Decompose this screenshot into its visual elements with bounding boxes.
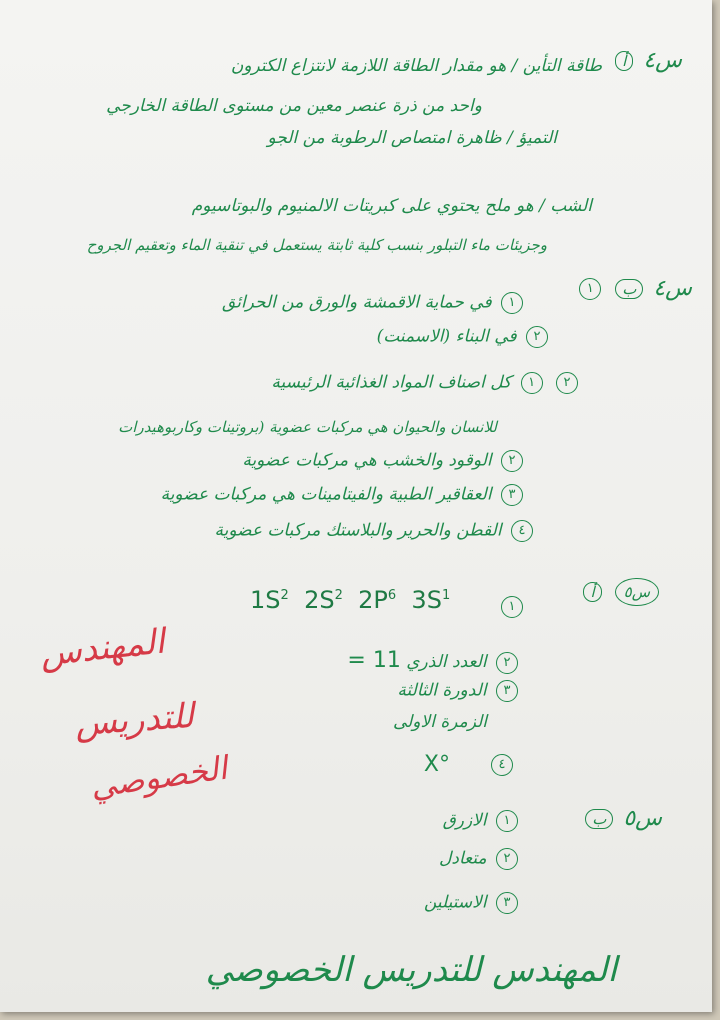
- question-label: [582, 806, 662, 831]
- answer-line: وجزيئات ماء التبلور بنسب كلية ثابتة يستعمل في تنقية الماء وتعقيم الجروح: [86, 236, 547, 254]
- orbital-term: $2P^6$: [358, 586, 397, 614]
- item-number: ٢: [496, 848, 518, 870]
- item-number: ٢: [556, 372, 578, 394]
- watermark-line: للتدريس: [73, 695, 196, 745]
- answer-line: التميؤ / ظاهرة امتصاص الرطوبة من الجو: [267, 128, 557, 148]
- answer-line: [377, 326, 552, 348]
- question-label: [580, 578, 662, 606]
- answer-text: العدد الذري: [406, 652, 487, 672]
- answer-line: [161, 484, 527, 506]
- question-part: أ: [615, 51, 633, 71]
- item-number-wrap: [497, 596, 527, 618]
- item-number: ٣: [496, 892, 518, 914]
- question-label: [612, 48, 682, 73]
- question-part: ب: [615, 279, 643, 299]
- item-number: ١: [501, 292, 523, 314]
- item-number: ٣: [501, 484, 523, 506]
- answer-text: متعادل: [439, 848, 487, 869]
- item-number: ٤: [491, 754, 513, 776]
- question-number: س٥: [623, 806, 662, 831]
- item-number: ٣: [496, 680, 518, 702]
- item-number: ٤: [511, 520, 533, 542]
- answer-text: القطن والحرير والبلاستك مركبات عضوية: [214, 520, 502, 541]
- question-number: س٥: [615, 578, 659, 606]
- answer-line: للانسان والحيوان هي مركبات عضوية (بروتينات وكاربوهيدرات: [118, 418, 497, 436]
- answer-text: الاستيلين: [423, 892, 487, 913]
- answer-line: واحد من ذرة عنصر معين من مستوى الطاقة الخارجي: [106, 96, 482, 116]
- answer-line: [424, 752, 517, 777]
- answer-text: الوقود والخشب هي مركبات عضوية: [242, 450, 492, 471]
- item-number: ١: [579, 278, 601, 300]
- answer-text: في حماية الاقمشة والورق من الحرائق: [222, 292, 492, 313]
- answer-text: الدورة الثالثة: [397, 680, 487, 701]
- question-label: [575, 276, 692, 301]
- answer-text: العقاقير الطبية والفيتامينات هي مركبات عضوية: [160, 484, 492, 505]
- question-part: ب: [585, 809, 613, 829]
- answer-line: [347, 648, 522, 674]
- orbital-term: $1S^2$: [250, 586, 289, 614]
- answer-line: الشب / هو ملح يحتوي على كبريتات الالمنيوم والبوتاسيوم: [191, 196, 592, 216]
- item-number: ٢: [501, 450, 523, 472]
- item-number: ٢: [526, 326, 548, 348]
- answer-line: [397, 680, 522, 702]
- answer-line: [222, 292, 527, 314]
- answer-line: [215, 520, 537, 542]
- symbol-answer: X°: [423, 752, 450, 777]
- answer-line: [242, 450, 527, 472]
- question-part: أ: [583, 582, 601, 602]
- watermark-line: المهندس: [38, 621, 167, 675]
- item-number: ١: [521, 372, 543, 394]
- electron-configuration: [250, 586, 450, 614]
- answer-line: طاقة التأين / هو مقدار الطاقة اللازمة لانتزاع الكترون: [230, 56, 602, 76]
- answer-text: كل اصناف المواد الغذائية الرئيسية: [271, 372, 512, 393]
- answer-text: الازرق: [442, 810, 487, 831]
- question-number: س٤: [653, 276, 692, 301]
- answer-line: الزمرة الاولى: [392, 712, 487, 732]
- question-number: س٤: [643, 48, 682, 73]
- orbital-term: $3S^1$: [411, 586, 451, 614]
- answer-text: في البناء (الاسمنت): [376, 326, 517, 347]
- watermark-line: الخصوصي: [88, 748, 230, 806]
- answer-line: [424, 892, 522, 914]
- item-number: ١: [496, 810, 518, 832]
- answer-line: [271, 372, 582, 394]
- atomic-number-value: = 11: [347, 648, 401, 673]
- item-number: ٢: [496, 652, 518, 674]
- answer-line: [439, 848, 522, 870]
- signature: المهندس للتدريس الخصوصي: [205, 950, 617, 990]
- answer-line: [443, 810, 522, 832]
- item-number: ١: [501, 596, 523, 618]
- orbital-term: $2S^2$: [304, 586, 343, 614]
